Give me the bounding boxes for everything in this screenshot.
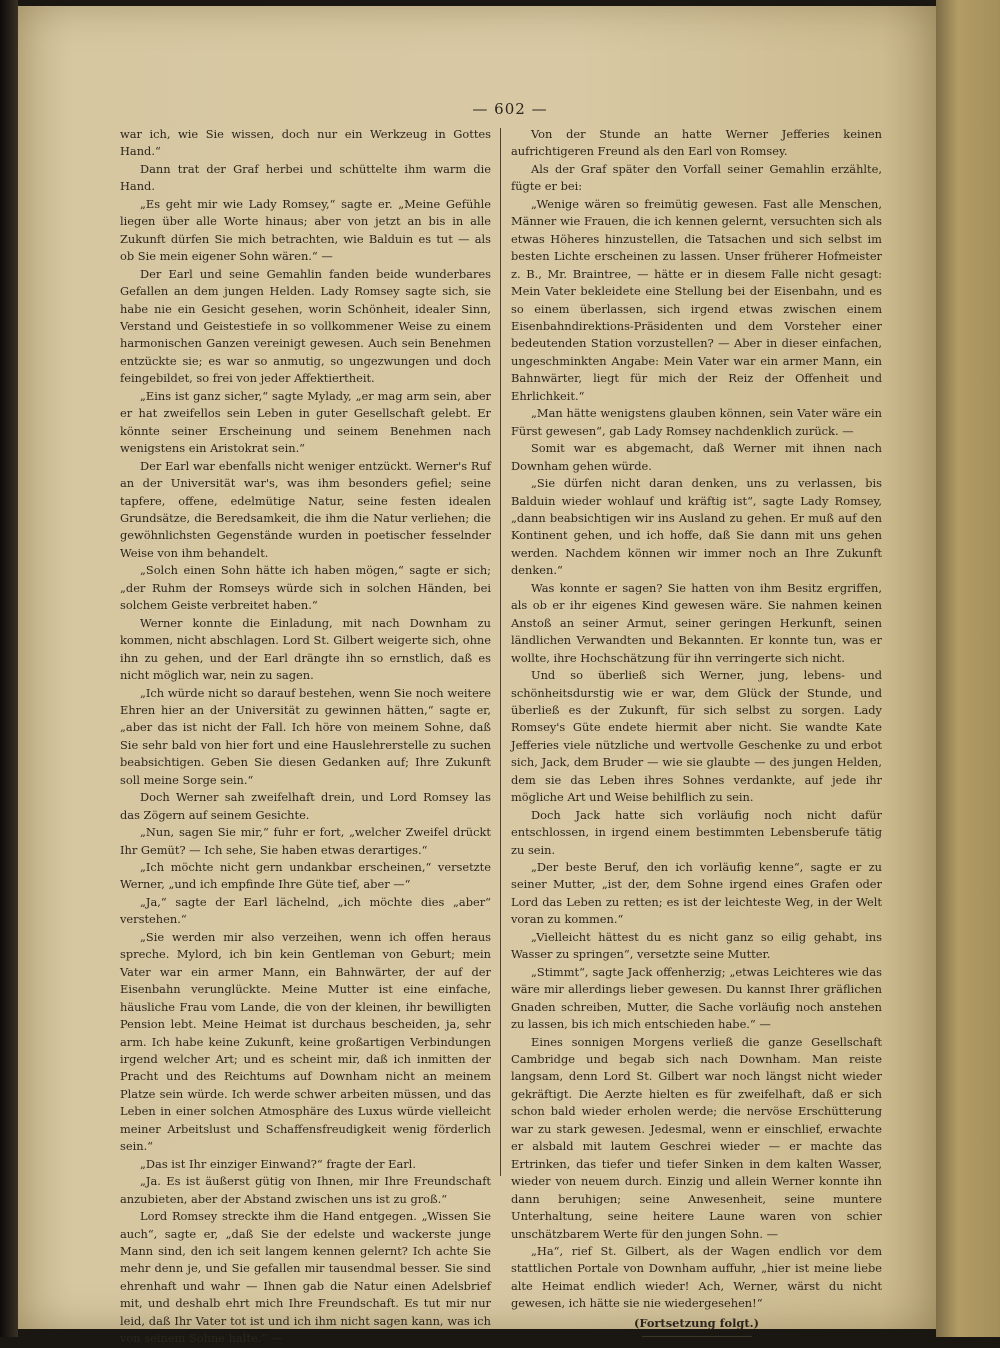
paragraph: Und so überließ sich Werner, jung, lebens- und schönheitsdurstig wie er war, dem Glück der Stunde, und überließ es der Zukunft, für sich selbst zu sorgen. Lady Romsey's Güte endete hiermit aber nicht. Sie wandte Kate Jefferies viele nützliche und wertvolle Geschenke zu und erbot sich, Jack, dem Bruder — wie sie glaubte — des jungen Helden, dem sie das Leben ihres Sohnes verdankte, auf jede ihr mögliche Art und Weise behilflich zu sein. xyxy=(511,668,882,805)
paragraph: Als der Graf später den Vorfall seiner Gemahlin erzählte, fügte er bei: xyxy=(511,161,882,194)
paragraph: Von der Stunde an hatte Werner Jefferies keinen aufrichtigeren Freund als den Earl von Romsey. xyxy=(511,127,882,159)
column-divider xyxy=(500,128,501,1176)
right-column xyxy=(511,126,882,1337)
paragraph: „Ja,“ sagte der Earl lächelnd, „ich möchte dies „aber“ verstehen.“ xyxy=(120,894,491,927)
paragraph: Lord Romsey streckte ihm die Hand entgegen. „Wissen Sie auch“, sagte er, „daß Sie der edelste und wackerste junge Mann sind, den ich seit langem kennen gelernt? Ich achte Sie mehr denn je, und Sie gefallen mir tausendmal besser. Sie sind ehrenhaft und wahr — Ihnen gab die Natur einen Adelsbrief mit, und deshalb ehrt mich Ihre Freundschaft. Es tut mir nur leid, daß Ihr Vater tot ist und ich ihm nicht sagen kann, was ich von seinem Sohne halte.“ — xyxy=(120,1209,491,1346)
paragraph: „Das ist Ihr einziger Einwand?“ fragte der Earl. xyxy=(140,1156,416,1171)
paragraph: „Ich würde nicht so darauf bestehen, wenn Sie noch weitere Ehren hier an der Universität zu gewinnen hätten,“ sagte er, „aber das ist nicht der Fall. Ich höre von meinem Sohne, daß Sie sehr bald von hier fort und eine Hauslehrerstelle zu suchen beabsichtigen. Geben Sie diesen Gedanken auf; Ihre Zukunft soll meine Sorge sein.“ xyxy=(120,685,491,787)
paragraph: war ich, wie Sie wissen, doch nur ein Werkzeug in Gottes Hand.“ xyxy=(120,127,491,159)
paragraph: „Ha“, rief St. Gilbert, als der Wagen endlich vor dem stattlichen Portale von Downham auffuhr, „hier ist meine liebe alte Heimat endlich wieder! Ach, Werner, wärst du nicht gewesen, ich hätte sie nie wiedergesehen!“ xyxy=(511,1244,882,1311)
paragraph: Dann trat der Graf herbei und schüttelte ihm warm die Hand. xyxy=(120,161,491,194)
continuation-note: (Fortsetzung folgt.) xyxy=(633,1315,759,1330)
paragraph: „Nun, sagen Sie mir,“ fuhr er fort, „welcher Zweifel drückt Ihr Gemüt? — Ich sehe, Sie haben etwas derartiges.“ xyxy=(120,825,491,857)
paragraph: Eines sonnigen Morgens verließ die ganze Gesellschaft Cambridge und begab sich nach Downham. Man reiste langsam, denn Lord St. Gilbert war noch längst nicht wieder gekräftigt. Die Aerzte hielten es für zweifelhaft, daß er sich schon bald wieder erholen werde; die nervöse Erschütterung war zu stark gewesen. Jedesmal, wenn er einschlief, erwachte er alsbald mit lautem Geschrei wieder — er machte das Ertrinken, das tiefer und tiefer Sinken in dem kalten Wasser, wieder von neuem durch. Einzig und allein Werner konnte ihn dann beruhigen; seine Anwesenheit, seine muntere Unterhaltung, seine heitere Laune waren von schier unschätzbarem Werte für den jungen Sohn. — xyxy=(511,1034,882,1241)
paragraph: Doch Jack hatte sich vorläufig noch nicht dafür entschlossen, in irgend einem bestimmten Lebensberufe tätig zu sein. xyxy=(511,807,882,857)
paragraph: „Eins ist ganz sicher,“ sagte Mylady, „er mag arm sein, aber er hat zweifellos sein Leben in guter Gesellschaft gelebt. Er könnte seiner Erscheinung und seinem Benehmen nach wenigstens ein Aristokrat sein.“ xyxy=(120,388,491,456)
page-number: — 602 — xyxy=(472,100,548,118)
paragraph: „Vielleicht hättest du es nicht ganz so eilig gehabt, ins Wasser zu springen“, versetzte seine Mutter. xyxy=(511,929,882,962)
paragraph: „Ich möchte nicht gern undankbar erscheinen,“ versetzte Werner, „und ich empfinde Ihre Güte tief, aber —“ xyxy=(120,860,491,892)
paragraph: „Sie werden mir also verzeihen, wenn ich offen heraus spreche. Mylord, ich bin kein Gentleman von Geburt; mein Vater war ein armer Mann, ein Bahnwärter, der auf der Eisenbahn verunglückte. Meine Mutter ist eine einfache, häusliche Frau vom Lande, die von der kleinen, ihr bewilligten Pension lebt. Meine Heimat ist durchaus bescheiden, ja, sehr arm. Ich habe keine Zukunft, keine großartigen Verbindungen irgend welcher Art; und es scheint mir, daß ich inmitten der Pracht und des Reichtums auf Downham nicht an meinem Platze sein würde. Ich werde schwer arbeiten müssen, und das Leben in einer solchen Atmosphäre des Luxus würde vielleicht meiner Arbeitslust und Schaffensfreudigkeit wenig förderlich sein.“ xyxy=(120,929,491,1154)
paragraph: „Wenige wären so freimütig gewesen. Fast alle Menschen, Männer wie Frauen, die ich kennen gelernt, versuchten sich als etwas Höheres hinzustellen, die Tatsachen und sich selbst im besten Lichte erscheinen zu lassen. Unser früherer Hofmeister z. B., Mr. Braintree, — hätte er in diesem Falle nicht gesagt: Mein Vater bekleidete eine Stellung bei der Eisenbahn, und es so einem überlassen, sich irgend etwas zwischen einem Eisenbahndirektions-Präsidenten und dem Vorsteher einer bedeutenden Station vorzustellen? — Aber in dieser einfachen, ungeschminkten Angabe: Mein Vater war ein armer Mann, ein Bahnwärter, liegt für mich der Reiz der Offenheit und Ehrlichkeit.“ xyxy=(511,196,882,403)
paragraph: „Der beste Beruf, den ich vorläufig kenne“, sagte er zu seiner Mutter, „ist der, dem Sohne irgend eines Grafen oder Lord das Leben zu retten; es ist der leichteste Weg, in der Welt voran zu kommen.“ xyxy=(511,860,882,927)
paragraph: „Ja. Es ist äußerst gütig von Ihnen, mir Ihre Freundschaft anzubieten, aber der Abstand zwischen uns ist zu groß.“ xyxy=(120,1174,491,1206)
paragraph: Was konnte er sagen? Sie hatten von ihm Besitz ergriffen, als ob er ihr eigenes Kind gewesen wäre. Sie nahmen keinen Anstoß an seiner Armut, seiner geringen Herkunft, seinen ländlichen Verwandten und Bekannten. Er konnte tun, was er wollte, ihre Hochschätzung für ihn verringerte sich nicht. xyxy=(511,580,882,665)
paragraph: „Stimmt“, sagte Jack offenherzig; „etwas Leichteres wie das wäre mir allerdings lieber gewesen. Du kannst Ihrer gräflichen Gnaden schreiben, Mutter, die Sache vorläufig noch anstehen zu lassen, bis ich mich entschieden habe.“ — xyxy=(511,964,882,1032)
page-edge xyxy=(936,0,1000,1337)
paragraph: Werner konnte die Einladung, mit nach Downham zu kommen, nicht abschlagen. Lord St. Gilbert weigerte sich, ohne ihn zu gehen, und der Earl drängte ihn so ernstlich, daß es nicht möglich war, nein zu sagen. xyxy=(120,615,491,683)
paragraph: Der Earl und seine Gemahlin fanden beide wunderbares Gefallen an dem jungen Helden. Lady Romsey sagte sich, sie habe nie ein Gesicht gesehen, worin Schönheit, idealer Sinn, Verstand und Geistestiefe in so vollkommener Weise zu einem harmonischen Ganzen vereinigt gewesen. Auch sein Benehmen entzückte sie; es war so anmutig, so ungezwungen und doch feingebildet, so frei von jeder Affektiertheit. xyxy=(120,266,491,386)
paragraph: „Es geht mir wie Lady Romsey,“ sagte er. „Meine Gefühle liegen über alle Worte hinaus; aber von jetzt an bis in alle Zukunft dürfen Sie mich betrachten, wie Balduin es tut — als ob Sie mein eigener Sohn wären.“ — xyxy=(120,196,491,264)
paragraph: „Man hätte wenigstens glauben können, sein Vater wäre ein Fürst gewesen“, gab Lady Romsey nachdenklich zurück. — xyxy=(511,406,882,438)
paragraph: Doch Werner sah zweifelhaft drein, und Lord Romsey las das Zögern auf seinem Gesichte. xyxy=(120,790,491,822)
paragraph: „Solch einen Sohn hätte ich haben mögen,“ sagte er sich; „der Ruhm der Romseys würde sich in solchen Händen, bei solchem Geiste verbreitet haben.“ xyxy=(120,563,491,613)
paragraph: Somit war es abgemacht, daß Werner mit ihnen nach Downham gehen würde. xyxy=(511,441,882,473)
left-column xyxy=(120,126,491,1348)
paragraph: „Sie dürfen nicht daran denken, uns zu verlassen, bis Balduin wieder wohlauf und kräftig ist“, sagte Lady Romsey, „dann beabsichtigen wir ins Ausland zu gehen. Er muß auf den Kontinent gehen, und ich hoffe, daß Sie dann mit uns gehen werden. Nachdem können wir immer noch an Ihre Zukunft denken.“ xyxy=(511,476,882,578)
binding-shadow xyxy=(0,0,18,1337)
paragraph: Der Earl war ebenfalls nicht weniger entzückt. Werner's Ruf an der Universität war's, was ihm besonders gefiel; seine tapfere, offene, edelmütige Natur, seine festen idealen Grundsätze, die Beredsamkeit, die ihm die Natur verliehen; die gewöhnlichsten Gegenstände wurden in poetischer fesselnder Weise von ihm behandelt. xyxy=(120,458,491,560)
